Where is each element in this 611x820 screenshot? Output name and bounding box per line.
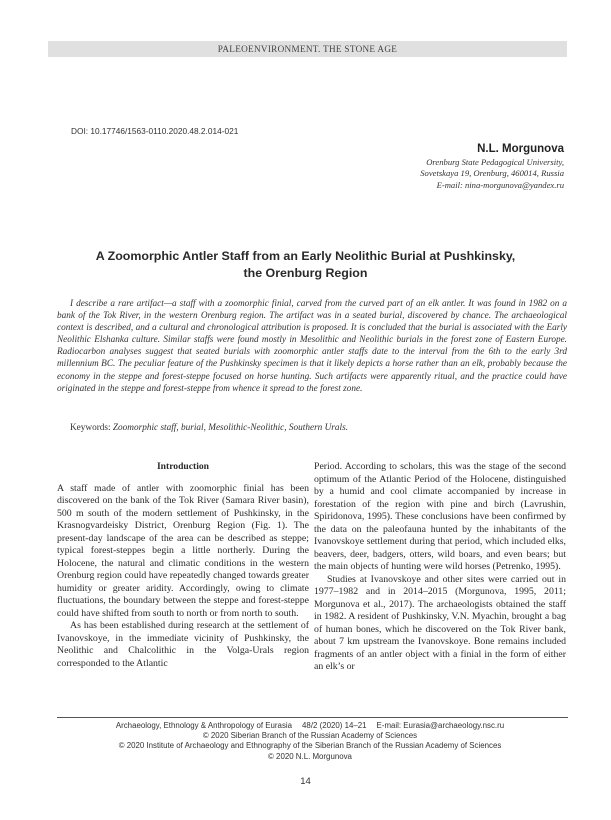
page-number: 14 — [300, 776, 311, 787]
footer-email: E-mail: Eurasia@archaeology.nsc.ru — [376, 721, 505, 730]
footer-copyright: © 2020 N.L. Morgunova — [268, 751, 352, 761]
author-affiliation: Orenburg State Pedagogical University, — [426, 157, 564, 167]
section-heading-introduction: Introduction — [156, 461, 210, 472]
footer-issue: 48/2 (2020) 14–21 — [302, 721, 367, 730]
footer-journal: Archaeology, Ethnology & Anthropology of Eurasia — [115, 721, 293, 730]
body-column-left — [57, 461, 309, 670]
paper-title — [50, 248, 561, 281]
body-paragraph: As has been established during research at the settlement of Ivanovskoye, in the immediate vicinity of Pushkinsky, the Neolithic and Chalcolithic in the Volga-Urals region corresponded to the Atlantic — [57, 620, 309, 669]
section-header-text: PALEOENVIRONMENT. THE STONE AGE — [217, 44, 398, 54]
doi: DOI: 10.17746/1563-0110.2020.48.2.014-021 — [71, 126, 239, 136]
section-header-band — [48, 41, 567, 57]
author-address: Sovetskaya 19, Orenburg, 460014, Russia — [420, 168, 564, 179]
author-email: E-mail: nina-morgunova@yandex.ru — [436, 179, 564, 190]
keywords — [70, 423, 348, 433]
body-paragraph: Studies at Ivanovskoye and other sites were carried out in 1977–1982 and in 2014–2015 (Morgunova, 1995, 2011; Morgunova et al., 2017). The archaeologists obtained the staff in 1982. A resident of Pushkinsky, V.N. Myachin, brought a bag of human bones, which he discovered on the Tok River bank, about 7 km upstream the Ivanovskoye. Bone remains included fragments of an antler object with a finial in the form of either an elk’s or — [314, 573, 566, 672]
paper-title-line2: the Orenburg Region — [243, 265, 368, 280]
author-name: N.L. Morgunova — [477, 143, 564, 155]
body-column-right — [314, 461, 566, 674]
footer-copyright: © 2020 Institute of Archaeology and Ethnography of the Siberian Branch of the Russian Academy of Sciences — [118, 741, 502, 751]
abstract: I describe a rare artifact—a staff with a zoomorphic finial, carved from the curved part of an elk antler. It was found in 1982 on a bank of the Tok River, in the western Orenburg region. The artifact was in a seated burial, discovered by chance. The archaeological context is described, and a cultural and chronological attribution is proposed. It is concluded that the burial is associated with the Early Neolithic Elshanka culture. Similar staffs were found mostly in Mesolithic and Neolithic burials in the forest zone of Eastern Europe. Radiocarbon analyses suggest that seated burials with zoomorphic antler staffs date to the interval from the 6th to the early 3rd millennium BC. The peculiar feature of the Pushkinsky specimen is that it likely depicts a horse rather than an elk, probably because the economy in the steppe and forest-steppe focused on horse hunting. Such artifacts were apparently ritual, and the practice could have originated in the steppe and forest-steppe from whence it spread to the forest zone. — [57, 299, 567, 394]
footer — [40, 721, 580, 762]
keywords-list: Zoomorphic staff, burial, Mesolithic-Neolithic, Southern Urals. — [112, 423, 349, 433]
footer-journal-line — [40, 721, 580, 731]
keywords-label: Keywords: — [70, 423, 111, 433]
paper-title-line1: A Zoomorphic Antler Staff from an Early Neolithic Burial at Pushkinsky, — [95, 249, 516, 263]
footer-copyright: © 2020 Siberian Branch of the Russian Academy of Sciences — [202, 731, 418, 741]
body-paragraph: Period. According to scholars, this was the stage of the second optimum of the Atlantic Period of the Holocene, distinguished by a humid and cool climate accompanied by increase in forestation of the region with pine and birch (Lavrushin, Spiridonova, 1995). These conclusions have been confirmed by the data on the paleofauna hunted by the inhabitants of the Ivanovskoye settlement during that period, which included elks, beavers, deer, badgers, otters, wild boars, and even bears; but the main objects of hunting were wild horses (Petrenko, 1995). — [314, 461, 566, 572]
author-block — [420, 143, 564, 191]
body-paragraph: A staff made of antler with zoomorphic finial has been discovered on the bank of the Tok River (Samara River basin), 500 m south of the modern settlement of Pushkinsky, in the Krasnogvardeisky District, Orenburg Region (Fig. 1). The present-day landscape of the area can be described as steppe; typical forest-steppes begin a little northerly. During the Holocene, the natural and climatic conditions in the western Orenburg region could have repeatedly changed towards greater humidity or greater aridity. Accordingly, owing to climate fluctuations, the boundary between the steppe and forest-steppe could have shifted from south to north or from north to south. — [57, 482, 309, 619]
footer-divider — [57, 717, 568, 718]
